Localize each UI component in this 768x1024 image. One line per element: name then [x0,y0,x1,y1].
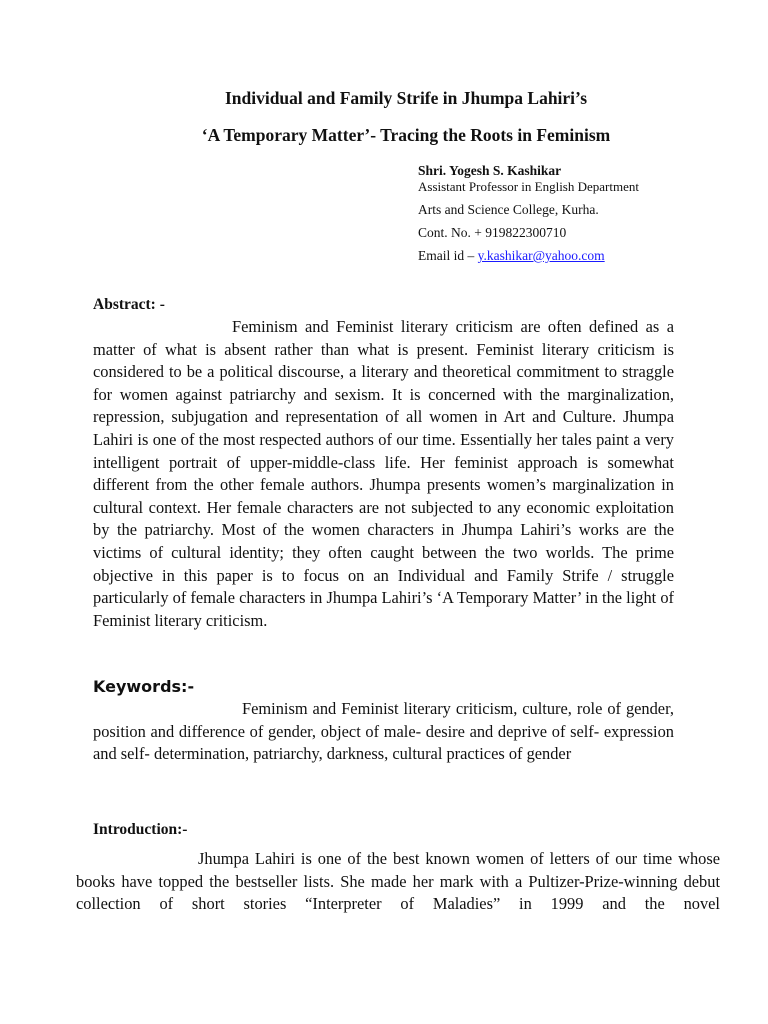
author-institution: Arts and Science College, Kurha. [418,202,599,217]
email-link[interactable]: y.kashikar@yahoo.com [477,248,605,263]
paper-title-line-1: Individual and Family Strife in Jhumpa Lahiri’s [224,88,588,108]
author-email-line [418,248,605,264]
introduction-heading: Introduction:- [93,821,188,838]
abstract-heading: Abstract: - [93,296,165,313]
keywords-heading: Keywords:- [93,677,195,696]
author-name: Shri. Yogesh S. Kashikar [418,163,562,178]
paper-title-line-2: ‘A Temporary Matter’- Tracing the Roots in Feminism [201,125,611,145]
introduction-body: Jhumpa Lahiri is one of the best known women of letters of our time whose books have topped the bestseller lists. She made her mark with a Pultizer-Prize-winning debut collection of short stories “Interpreter of Maladies” in 1999 and the novel [76,849,720,914]
abstract-body: Feminism and Feminist literary criticism are often defined as a matter of what is absent rather than what is present. Feminist literary criticism is considered to be a political discourse, a literary and theoretical commitment to straggle for women against patriarchy and sexism. It is concerned with the marginalization, repression, subjugation and representation of all women in Art and Culture. Jhumpa Lahiri is one of the most respected authors of our time. Essentially her tales paint a very intelligent portrait of upper-middle-class life. Her feminist approach is somewhat different from the other female authors. Jhumpa presents women’s marginalization in cultural context. Her female characters are not subjected to any economic exploitation by the patriarchy. Most of the women characters in Jhumpa Lahiri’s works are the victims of cultural identity; they often caught between the two worlds. The prime objective in this paper is to focus on an Individual and Family Strife / struggle particularly of female characters in Jhumpa Lahiri’s ‘A Temporary Matter’ in the light of Feminist literary criticism. [93,317,674,630]
keywords-body: Feminism and Feminist literary criticism, culture, role of gender, position and difference of gender, object of male- desire and deprive of self- expression and self- determination, patriarchy, darkness, cultural practices of gender [93,699,674,764]
author-contact: Cont. No. + 919822300710 [418,225,567,240]
email-label: Email id – [418,248,478,263]
author-position: Assistant Professor in English Department [418,179,639,194]
